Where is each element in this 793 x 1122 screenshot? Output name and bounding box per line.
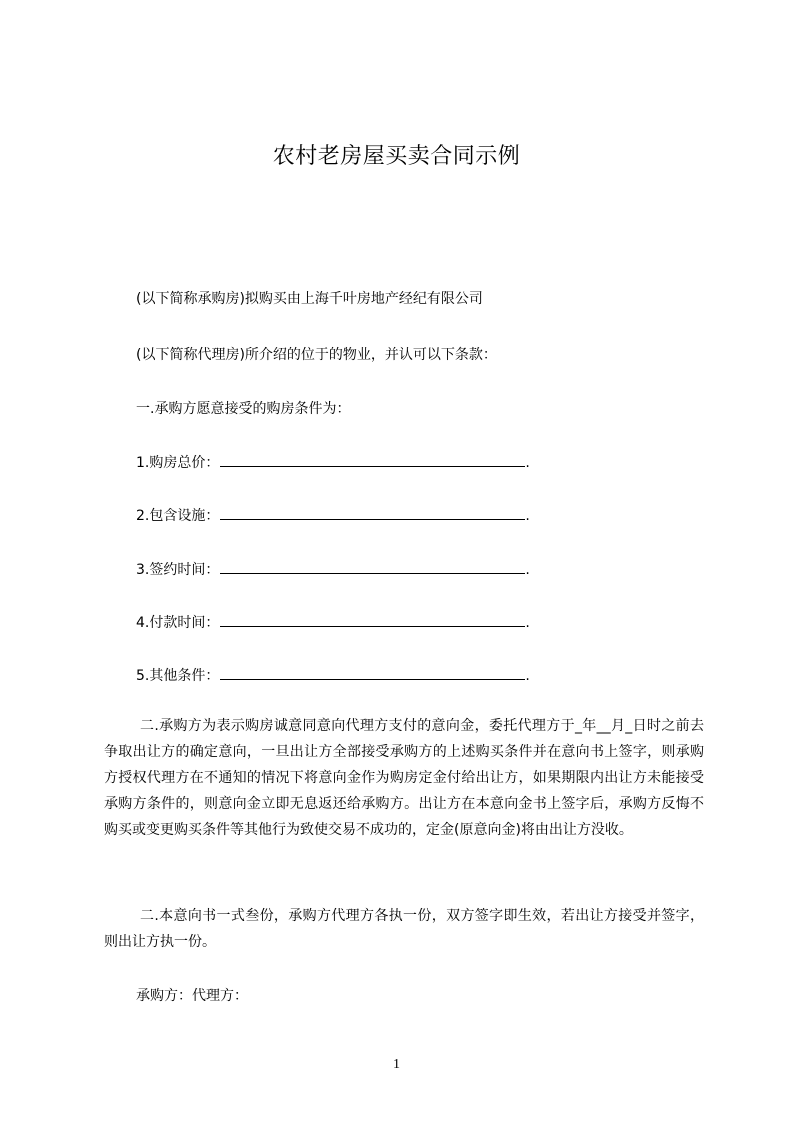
intro-line-1: (以下简称承购房)拟购买由上海千叶房地产经纪有限公司 (136, 291, 483, 307)
document-title: 农村老房屋买卖合同示例 (272, 144, 521, 169)
condition-item (136, 505, 530, 526)
condition-label: 5.其他条件： (136, 668, 220, 684)
condition-end: . (525, 562, 530, 578)
condition-item (136, 452, 530, 473)
section-1-heading: 一.承购方愿意接受的购房条件为： (136, 401, 351, 417)
condition-end: . (525, 615, 530, 631)
condition-label: 3.签约时间： (136, 562, 220, 578)
condition-end: . (525, 508, 530, 524)
blank-fill-line (220, 505, 525, 520)
condition-label: 1.购房总价： (136, 455, 220, 471)
condition-item (136, 665, 530, 686)
condition-item (136, 559, 530, 580)
signature-line: 承购方：代理方： (136, 988, 248, 1004)
blank-fill-line (220, 612, 525, 627)
section-3-paragraph: 二.本意向书一式叁份，承购方代理方各执一份，双方签字即生效，若出让方接受并签字，则出让方执一份。 (104, 908, 704, 950)
condition-end: . (525, 455, 530, 471)
blank-fill-line (220, 559, 525, 574)
condition-item (136, 612, 530, 633)
blank-fill-line (220, 665, 525, 680)
section-2-paragraph: 二.承购方为表示购房诚意同意向代理方支付的意向金，委托代理方于_年__月_日时之前去争取出让方的确定意向，一旦出让方全部接受承购方的上述购买条件并在意向书上签字，则承购方授权代理方在不通知的情况下将意向金作为购房定金付给出让方，如果期限内出让方未能接受承购方条件的，则意向金立即无息返还给承购方。出让方在本意向金书上签字后，承购方反悔不购买或变更购买条件等其他行为致使交易不成功的，定金(原意向金)将由出让方没收。 (104, 718, 704, 838)
page-number: 1 (393, 1057, 400, 1072)
condition-label: 2.包含设施： (136, 508, 220, 524)
intro-line-2: (以下简称代理房)所介绍的位于的物业，并认可以下条款： (136, 347, 497, 363)
condition-end: . (525, 668, 530, 684)
blank-fill-line (220, 452, 525, 467)
condition-label: 4.付款时间： (136, 615, 220, 631)
